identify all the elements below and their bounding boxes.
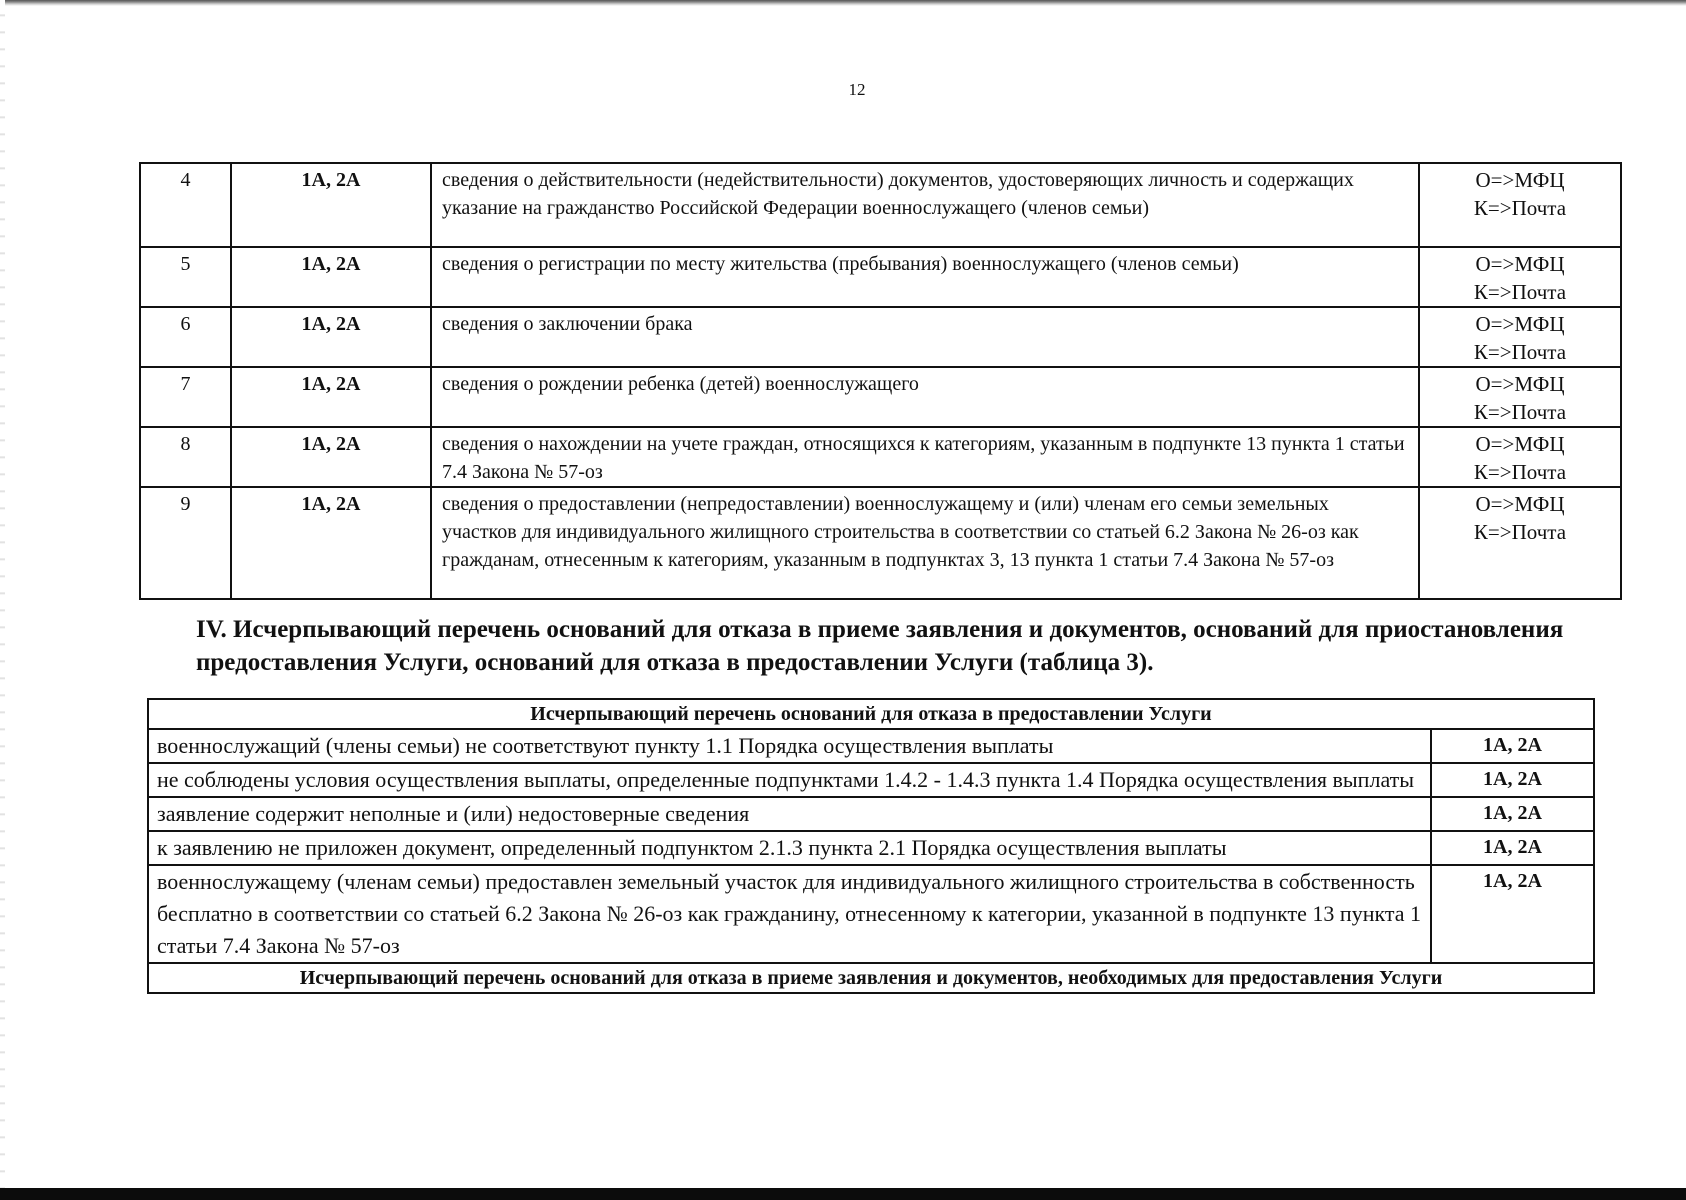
row-number: 4 — [140, 163, 231, 247]
route-office: О=>МФЦ — [1475, 492, 1565, 516]
reason-categories: 1А, 2А — [1431, 797, 1594, 831]
row-number: 6 — [140, 307, 231, 367]
table-row — [140, 307, 1621, 367]
row-route — [1419, 427, 1621, 487]
table-row — [140, 427, 1621, 487]
table-row — [148, 865, 1594, 963]
scan-edge-bottom — [0, 1188, 1686, 1200]
route-courier: К=>Почта — [1473, 520, 1567, 544]
route-office: О=>МФЦ — [1475, 312, 1565, 336]
row-route — [1419, 163, 1621, 247]
refusal-reason: к заявлению не приложен документ, определенный подпунктом 2.1.3 пункта 2.1 Порядка осуществления выплаты — [148, 831, 1431, 865]
row-description: сведения о заключении брака — [431, 307, 1419, 367]
row-route — [1419, 487, 1621, 599]
row-categories: 1А, 2А — [231, 367, 431, 427]
route-courier: К=>Почта — [1473, 460, 1567, 484]
table-row — [140, 247, 1621, 307]
table-row — [140, 163, 1621, 247]
row-number: 8 — [140, 427, 231, 487]
route-courier: К=>Почта — [1473, 196, 1567, 220]
table-header-top: Исчерпывающий перечень оснований для отказа в предоставлении Услуги — [148, 699, 1594, 729]
documents-table — [139, 162, 1622, 600]
row-number: 5 — [140, 247, 231, 307]
table-header-row — [148, 963, 1594, 993]
section-heading: IV. Исчерпывающий перечень оснований для отказа в приеме заявления и документов, оснований для приостановления предоставления Услуги, оснований для отказа в предоставлении Услуги (таблица 3). — [196, 616, 1564, 676]
reason-categories: 1А, 2А — [1431, 865, 1594, 963]
table-row — [140, 367, 1621, 427]
scan-edge-top — [0, 0, 1686, 6]
refusal-reason: заявление содержит неполные и (или) недостоверные сведения — [148, 797, 1431, 831]
table-row — [148, 729, 1594, 763]
table-row — [148, 763, 1594, 797]
row-route — [1419, 307, 1621, 367]
route-office: О=>МФЦ — [1475, 252, 1565, 276]
row-description: сведения о регистрации по месту жительства (пребывания) военнослужащего (членов семьи) — [431, 247, 1419, 307]
reason-categories: 1А, 2А — [1431, 729, 1594, 763]
table-header-row — [148, 699, 1594, 729]
route-courier: К=>Почта — [1473, 280, 1567, 304]
row-number: 7 — [140, 367, 231, 427]
refusal-grounds-table — [147, 698, 1595, 994]
table-header-bottom: Исчерпывающий перечень оснований для отказа в приеме заявления и документов, необходимых для предоставления Услуги — [148, 963, 1594, 993]
row-description: сведения о предоставлении (непредоставлении) военнослужащему и (или) членам его семьи земельных участков для индивидуального жилищного строительства в соответствии со статьей 6.2 Закона № 26-оз как гражданам, отнесенным к категориям, указанным в подпунктах 3, 13 пункта 1 статьи 7.4 Закона № 57-оз — [431, 487, 1419, 599]
row-description: сведения о действительности (недействительности) документов, удостоверяющих личность и содержащих указание на гражданство Российской Федерации военнослужащего (членов семьи) — [431, 163, 1419, 247]
row-categories: 1А, 2А — [231, 163, 431, 247]
refusal-reason: военнослужащему (членам семьи) предоставлен земельный участок для индивидуального жилищного строительства в собственность бесплатно в соответствии со статьей 6.2 Закона № 26-оз как гражданину, отнесенному к категории, указанной в подпункте 13 пункта 1 статьи 7.4 Закона № 57-оз — [148, 865, 1431, 963]
row-categories: 1А, 2А — [231, 487, 431, 599]
row-description: сведения о рождении ребенка (детей) военнослужащего — [431, 367, 1419, 427]
row-route — [1419, 367, 1621, 427]
row-categories: 1А, 2А — [231, 307, 431, 367]
refusal-reason: военнослужащий (члены семьи) не соответствуют пункту 1.1 Порядка осуществления выплаты — [148, 729, 1431, 763]
reason-categories: 1А, 2А — [1431, 831, 1594, 865]
route-courier: К=>Почта — [1473, 340, 1567, 364]
page-number: 12 — [848, 80, 866, 99]
route-office: О=>МФЦ — [1475, 372, 1565, 396]
table-row — [140, 487, 1621, 599]
route-courier: К=>Почта — [1473, 400, 1567, 424]
route-office: О=>МФЦ — [1475, 432, 1565, 456]
table-row — [148, 797, 1594, 831]
refusal-reason: не соблюдены условия осуществления выплаты, определенные подпунктами 1.4.2 - 1.4.3 пункта 1.4 Порядка осуществления выплаты — [148, 763, 1431, 797]
row-categories: 1А, 2А — [231, 427, 431, 487]
row-description: сведения о нахождении на учете граждан, относящихся к категориям, указанным в подпункте 13 пункта 1 статьи 7.4 Закона № 57-оз — [431, 427, 1419, 487]
row-number: 9 — [140, 487, 231, 599]
row-categories: 1А, 2А — [231, 247, 431, 307]
scan-edge-left — [0, 0, 5, 1188]
route-office: О=>МФЦ — [1475, 168, 1565, 192]
reason-categories: 1А, 2А — [1431, 763, 1594, 797]
table-row — [148, 831, 1594, 865]
row-route — [1419, 247, 1621, 307]
